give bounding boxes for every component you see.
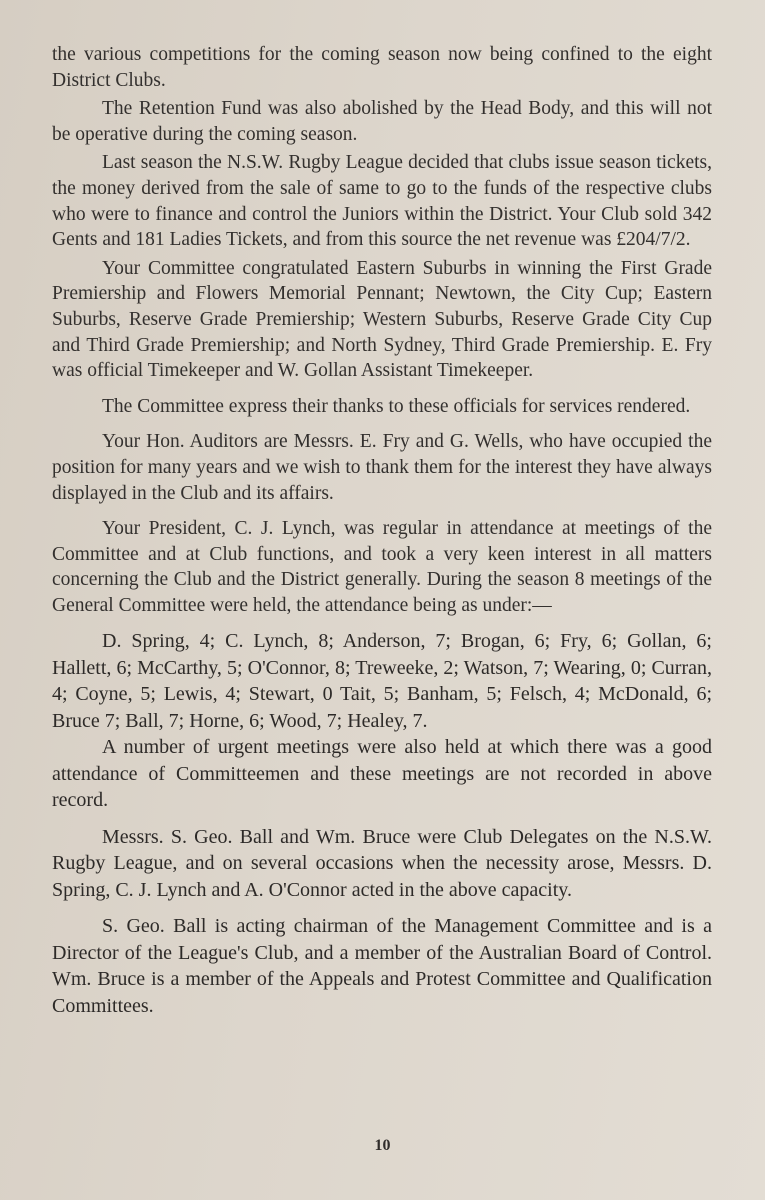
body-text bbox=[52, 42, 712, 1019]
paragraph-president: Your President, C. J. Lynch, was regular in attendance at meetings of the Committee and at Club functions, and took a very keen interest in all matters concerning the Club and the District generally. During the season 8 meetings of the General Committee were held, the attendance being as under:— bbox=[52, 518, 712, 616]
page-number: 10 bbox=[374, 1137, 391, 1154]
paragraph-urgent-meetings: A number of urgent meetings were also held at which there was a good attendance of Committeemen and these meetings are not recorded in above record. bbox=[52, 736, 712, 812]
paragraph-auditors: Your Hon. Auditors are Messrs. E. Fry and G. Wells, who have occupied the position for many years and we wish to thank them for the interest they have always displayed in the Club and its affairs. bbox=[52, 431, 712, 504]
paragraph-attendance-list: D. Spring, 4; C. Lynch, 8; Anderson, 7; Brogan, 6; Fry, 6; Gollan, 6; Hallett, 6; McCarthy, 5; O'Connor, 8; Treweeke, 2; Watson, 7; Wearing, 0; Curran, 4; Coyne, 5; Lewis, 4; Stewart, 0 Tait, 5; Banham, 5; Felsch, 4; McDonald, 6; Bruce 7; Ball, 7; Horne, 6; Wood, 7; Healey, 7. bbox=[52, 630, 712, 732]
paragraph-delegates: Messrs. S. Geo. Ball and Wm. Bruce were Club Delegates on the N.S.W. Rugby League, and on several occasions when the necessity arose, Messrs. D. Spring, C. J. Lynch and A. O'Connor acted in the above capacity. bbox=[52, 825, 712, 901]
paragraph-congratulations: Your Committee congratulated Eastern Suburbs in winning the First Grade Premiership and Flowers Memorial Pennant; Newtown, the City Cup; Eastern Suburbs, Reserve Grade Premiership; Western Suburbs, Reserve Grade City Cup and Third Grade Premiership; and North Sydney, Third Grade Premiership. E. Fry was official Timekeeper and W. Gollan Assistant Timekeeper. bbox=[52, 257, 712, 382]
paragraph-competitions: the various competitions for the coming season now being confined to the eight District Clubs. bbox=[52, 44, 712, 91]
paragraph-retention-fund: The Retention Fund was also abolished by the Head Body, and this will not be operative during the coming season. bbox=[52, 98, 712, 145]
paragraph-thanks-officials: The Committee express their thanks to these officials for services rendered. bbox=[102, 395, 691, 417]
paragraph-ball-bruce: S. Geo. Ball is acting chairman of the Management Committee and is a Director of the League's Club, and a member of the Australian Board of Control. Wm. Bruce is a member of the Appeals and Protest Committee and Qualification Committees. bbox=[52, 915, 712, 1017]
paragraph-season-tickets: Last season the N.S.W. Rugby League decided that clubs issue season tickets, the money derived from the sale of same to go to the funds of the respective clubs who were to finance and control the Juniors within the District. Your Club sold 342 Gents and 181 Ladies Tickets, and from this source the net revenue was £204/7/2. bbox=[52, 152, 712, 251]
